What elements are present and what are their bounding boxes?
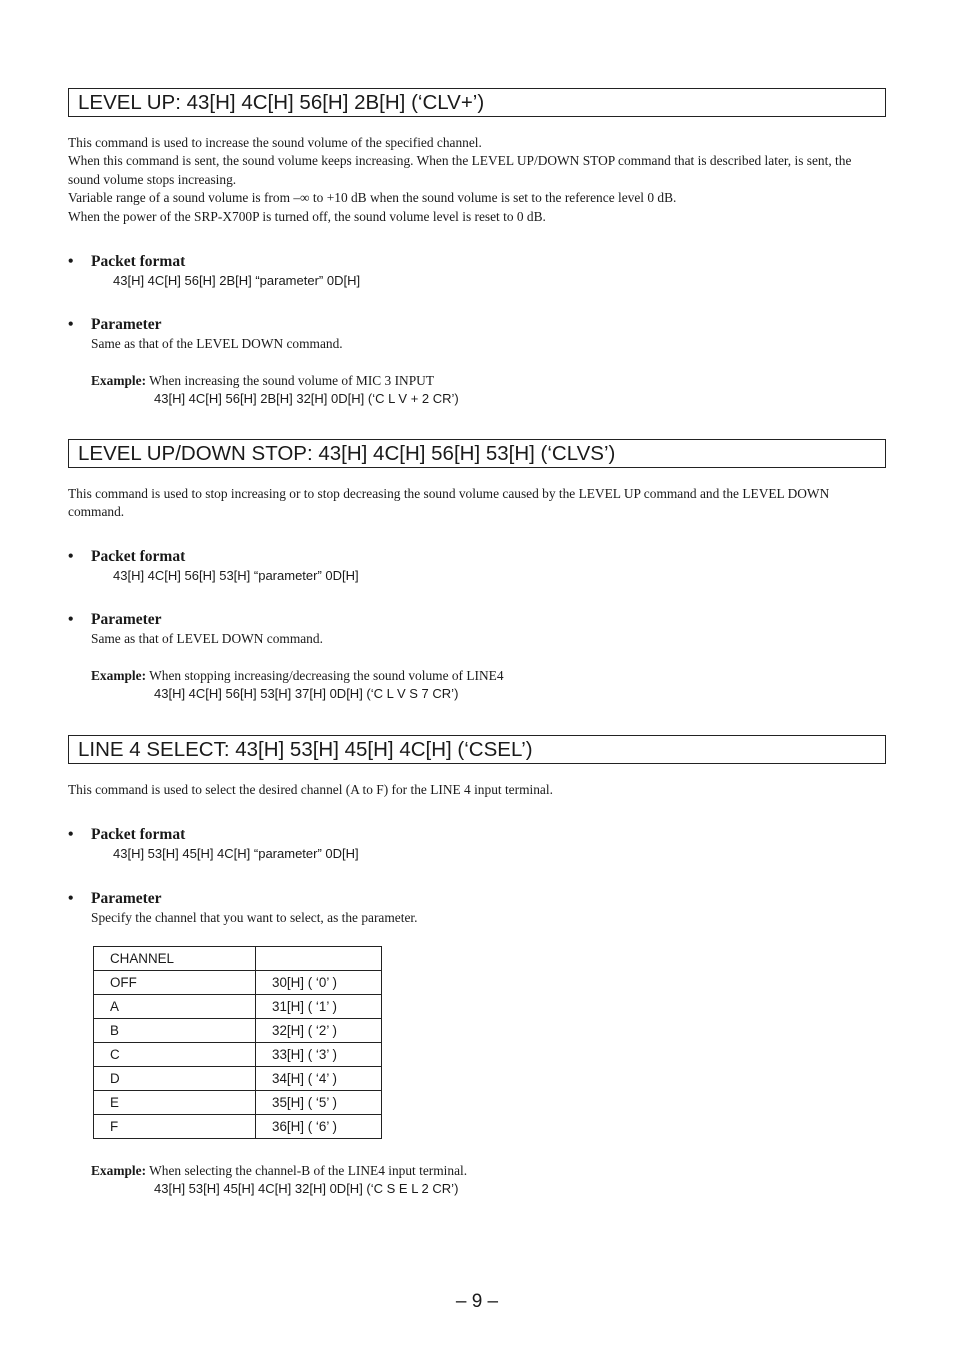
parameter-label: Parameter: [91, 890, 162, 908]
example-code: 43[H] 4C[H] 56[H] 2B[H] 32[H] 0D[H] (‘C L V + 2 CR’): [154, 391, 459, 407]
packet-format-title: [68, 547, 886, 567]
section-level-up: [68, 88, 886, 408]
table-cell: 30[H] ( ‘0’ ): [256, 971, 382, 995]
parameter-block: [68, 315, 886, 353]
bullet-icon: •: [68, 316, 74, 334]
packet-format-block: [68, 825, 886, 863]
example-block: [68, 667, 886, 703]
packet-format-label: Packet format: [91, 253, 186, 271]
packet-format-value: 43[H] 4C[H] 56[H] 53[H] “parameter” 0D[H]: [113, 567, 359, 583]
intro-paragraph: Variable range of a sound volume is from –∞ to +10 dB when the sound volume is set to the reference level 0 dB.: [68, 190, 677, 206]
table-cell: 33[H] ( ‘3’ ): [256, 1043, 382, 1067]
table-row: [94, 971, 382, 995]
section-intro: [68, 485, 886, 522]
example-text: When increasing the sound volume of MIC 3 INPUT: [149, 373, 435, 389]
example-label: Example:: [91, 373, 147, 389]
packet-format-label: Packet format: [91, 826, 186, 844]
intro-paragraph: This command is used to increase the sound volume of the specified channel.: [68, 135, 482, 150]
parameter-block: [68, 610, 886, 648]
parameter-title: [68, 315, 886, 335]
packet-format-value: 43[H] 4C[H] 56[H] 2B[H] “parameter” 0D[H]: [113, 273, 361, 289]
intro-paragraph: This command is used to select the desired channel (A to F) for the LINE 4 input terminal.: [68, 782, 553, 797]
bullet-icon: •: [68, 890, 74, 908]
parameter-title: [68, 610, 886, 630]
parameter-title: [68, 889, 886, 909]
table-header-cell: CHANNEL: [94, 947, 256, 971]
parameter-text: Same as that of LEVEL DOWN command.: [91, 630, 323, 646]
bullet-icon: •: [68, 253, 74, 271]
table-cell: 32[H] ( ‘2’ ): [256, 1019, 382, 1043]
table-cell: D: [94, 1067, 256, 1091]
table-row: [94, 1067, 382, 1091]
section-intro: [68, 134, 886, 226]
table-row: [94, 1043, 382, 1067]
example-label: Example:: [91, 1163, 147, 1179]
table-cell: F: [94, 1115, 256, 1139]
packet-format-block: [68, 252, 886, 290]
example-text: When selecting the channel-B of the LINE4 input terminal.: [149, 1163, 468, 1179]
example-block: [68, 1162, 886, 1198]
section-heading: LEVEL UP/DOWN STOP: 43[H] 4C[H] 56[H] 53[H] (‘CLVS’): [68, 439, 886, 468]
table-cell: E: [94, 1091, 256, 1115]
table-cell: A: [94, 995, 256, 1019]
example-block: [68, 372, 886, 408]
section-heading: LINE 4 SELECT: 43[H] 53[H] 45[H] 4C[H] (‘CSEL’): [68, 735, 886, 764]
packet-format-value: 43[H] 53[H] 45[H] 4C[H] “parameter” 0D[H]: [113, 846, 359, 862]
section-line4-select: [68, 735, 886, 1198]
table-cell: OFF: [94, 971, 256, 995]
table-row: [94, 995, 382, 1019]
table-cell: 34[H] ( ‘4’ ): [256, 1067, 382, 1091]
table-header-cell: [256, 947, 382, 971]
table-row: [94, 1091, 382, 1115]
bullet-icon: •: [68, 826, 74, 844]
intro-paragraph: This command is used to stop increasing or to stop decreasing the sound volume caused by the LEVEL UP command and the LEVEL DOWN command.: [68, 486, 830, 520]
example-text: When stopping increasing/decreasing the sound volume of LINE4: [149, 667, 504, 683]
section-heading: LEVEL UP: 43[H] 4C[H] 56[H] 2B[H] (‘CLV+’): [68, 88, 886, 117]
packet-format-title: [68, 252, 886, 272]
intro-paragraph: When the power of the SRP-X700P is turned off, the sound volume level is reset to 0 dB.: [68, 208, 546, 224]
section-level-stop: [68, 439, 886, 703]
table-row: [94, 1019, 382, 1043]
example-label: Example:: [91, 667, 147, 683]
table-cell: 36[H] ( ‘6’ ): [256, 1115, 382, 1139]
packet-format-block: [68, 547, 886, 585]
parameter-block: [68, 889, 886, 927]
table-cell: 35[H] ( ‘5’ ): [256, 1091, 382, 1115]
table-row: [94, 1115, 382, 1139]
table-cell: C: [94, 1043, 256, 1067]
section-intro: [68, 781, 886, 799]
table-cell: 31[H] ( ‘1’ ): [256, 995, 382, 1019]
parameter-text: Same as that of the LEVEL DOWN command.: [91, 336, 343, 352]
parameter-label: Parameter: [91, 316, 162, 334]
page-number: – 9 –: [455, 1291, 499, 1312]
example-code: 43[H] 4C[H] 56[H] 53[H] 37[H] 0D[H] (‘C L V S 7 CR’): [154, 685, 459, 701]
intro-paragraph: When this command is sent, the sound volume keeps increasing. When the LEVEL UP/DOWN STOP command that is described later, is sent, the sound volume stops increasing.: [68, 153, 852, 187]
channel-table: [93, 946, 382, 1139]
parameter-label: Parameter: [91, 610, 162, 628]
packet-format-label: Packet format: [91, 547, 186, 565]
parameter-text: Specify the channel that you want to select, as the parameter.: [91, 910, 418, 926]
bullet-icon: •: [68, 610, 74, 628]
packet-format-title: [68, 825, 886, 845]
table-header-row: [94, 947, 382, 971]
bullet-icon: •: [68, 547, 74, 565]
table-cell: B: [94, 1019, 256, 1043]
example-code: 43[H] 53[H] 45[H] 4C[H] 32[H] 0D[H] (‘C S E L 2 CR’): [154, 1181, 459, 1197]
